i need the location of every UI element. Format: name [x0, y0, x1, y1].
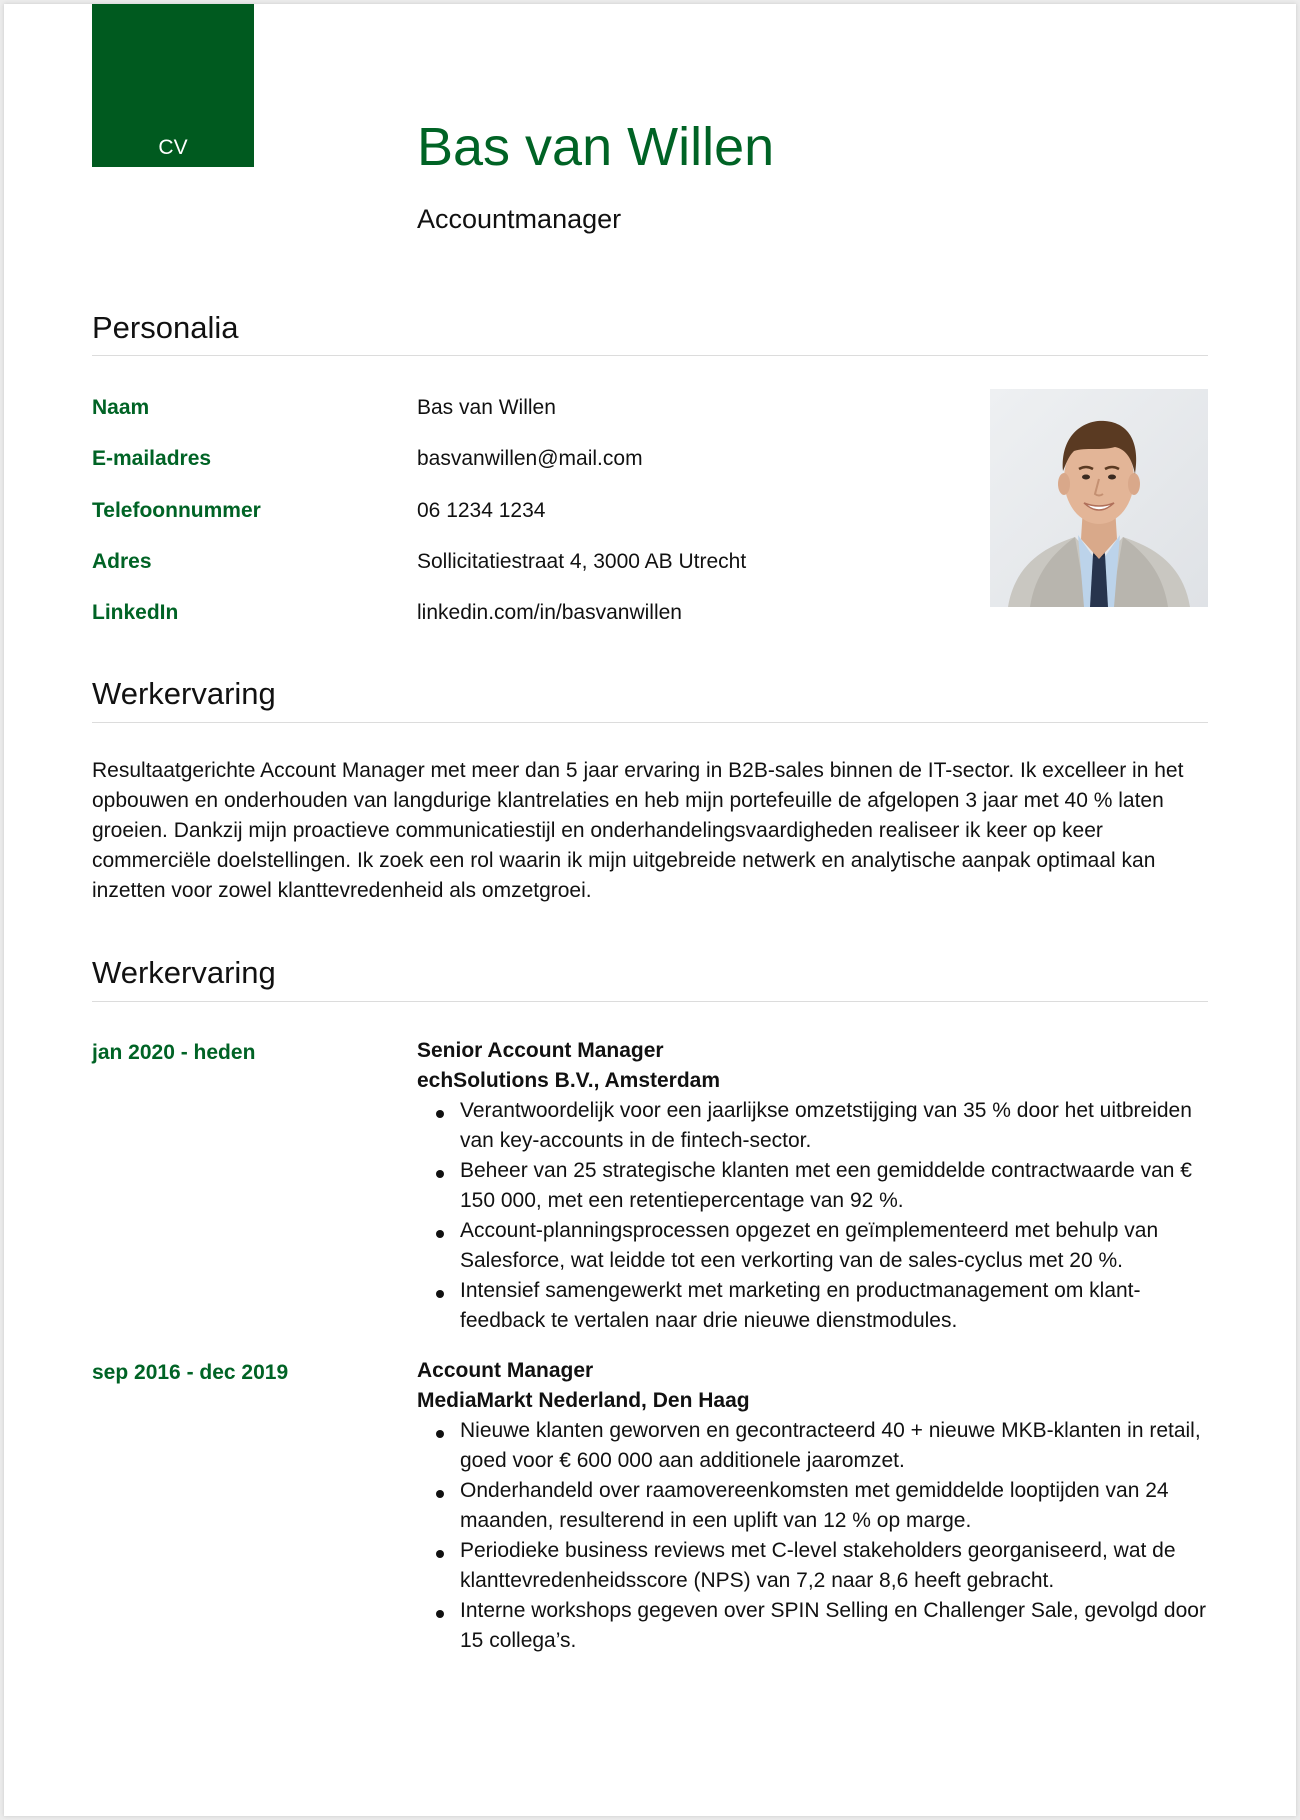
profile-photo-portrait: [990, 389, 1208, 607]
job-company: MediaMarkt Nederland, Den Haag: [417, 1389, 750, 1412]
cv-badge: [92, 4, 254, 167]
personalia-heading: Personalia: [92, 310, 239, 345]
candidate-name: Bas van Willen: [417, 117, 775, 177]
list-item: Beheer van 25 strategische klanten met een gemiddelde contractwaarde van € 150 000, met een retentiepercentage van 92 %.: [417, 1156, 1212, 1216]
profile-summary: Resultaatgerichte Account Manager met meer dan 5 jaar ervaring in B2B-sales binnen de IT-sector. Ik excelleer in het opbouwen en onderhouden van langdurige klantrelaties en heb mijn portefeuille de afgelopen 3 jaar met 40 % laten groeien. Dankzij mijn proactieve communicatiestijl en onderhandelingsvaardigheden realiseer ik keer op keer commerciële doelstellingen. Ik zoek een rol waarin ik mijn uitgebreide netwerk en analytische aanpak optimaal kan inzetten voor zowel klanttevredenheid als omzetgroei.: [92, 759, 1184, 902]
field-value-phone: 06 1234 1234: [417, 499, 546, 522]
job-entry: [417, 1356, 1212, 1656]
field-label-name: Naam: [92, 396, 150, 419]
list-item: Verantwoordelijk voor een jaarlijkse omzetstijging van 35 % door het uitbreiden van key-accounts in de fintech-sector.: [417, 1096, 1212, 1156]
field-label-phone: Telefoonnummer: [92, 499, 261, 522]
field-label-address: Adres: [92, 550, 152, 573]
field-value-linkedin: linkedin.com/in/basvanwillen: [417, 601, 682, 624]
list-item: Account-planningsprocessen opgezet en geïmplementeerd met behulp van Salesforce, wat leidde tot een verkorting van de sales-cyclus met 20 %.: [417, 1216, 1212, 1276]
job-role: Account Manager: [417, 1359, 594, 1382]
field-value-address: Sollicitatiestraat 4, 3000 AB Utrecht: [417, 550, 747, 573]
candidate-title: Accountmanager: [417, 204, 622, 234]
list-item: Interne workshops gegeven over SPIN Selling en Challenger Sale, gevolgd door 15 collega’s.: [417, 1596, 1212, 1656]
experience-divider: [92, 1001, 1208, 1002]
job-company: echSolutions B.V., Amsterdam: [417, 1069, 721, 1092]
cv-page: [4, 4, 1296, 1816]
job-period: sep 2016 - dec 2019: [92, 1361, 289, 1384]
field-label-linkedin: LinkedIn: [92, 601, 179, 624]
job-period: jan 2020 - heden: [92, 1041, 256, 1064]
list-item: Nieuwe klanten geworven en gecontracteerd 40 + nieuwe MKB-klanten in retail, goed voor € 600 000 aan additionele jaaromzet.: [417, 1416, 1212, 1476]
profile-photo: [990, 389, 1208, 607]
list-item: Periodieke business reviews met C-level stakeholders georganiseerd, wat de klanttevredenheidsscore (NPS) van 7,2 naar 8,6 heeft gebracht.: [417, 1536, 1212, 1596]
field-value-name: Bas van Willen: [417, 396, 556, 419]
personalia-divider: [92, 355, 1208, 356]
field-label-email: E-mailadres: [92, 447, 212, 470]
job-bullets: [417, 1096, 1212, 1336]
experience-heading: Werkervaring: [92, 955, 276, 990]
list-item: Intensief samengewerkt met marketing en productmanagement om klant-feedback te vertalen naar drie nieuwe dienstmodules.: [417, 1276, 1212, 1336]
job-bullets: [417, 1416, 1212, 1656]
profile-heading: Werkervaring: [92, 676, 276, 711]
cv-badge-label: CV: [158, 136, 188, 159]
list-item: Onderhandeld over raamovereenkomsten met gemiddelde looptijden van 24 maanden, resulterend in een uplift van 12 % op marge.: [417, 1476, 1212, 1536]
job-role: Senior Account Manager: [417, 1039, 664, 1062]
profile-divider: [92, 722, 1208, 723]
job-entry: [417, 1036, 1212, 1336]
field-value-email: basvanwillen@mail.com: [417, 447, 643, 470]
